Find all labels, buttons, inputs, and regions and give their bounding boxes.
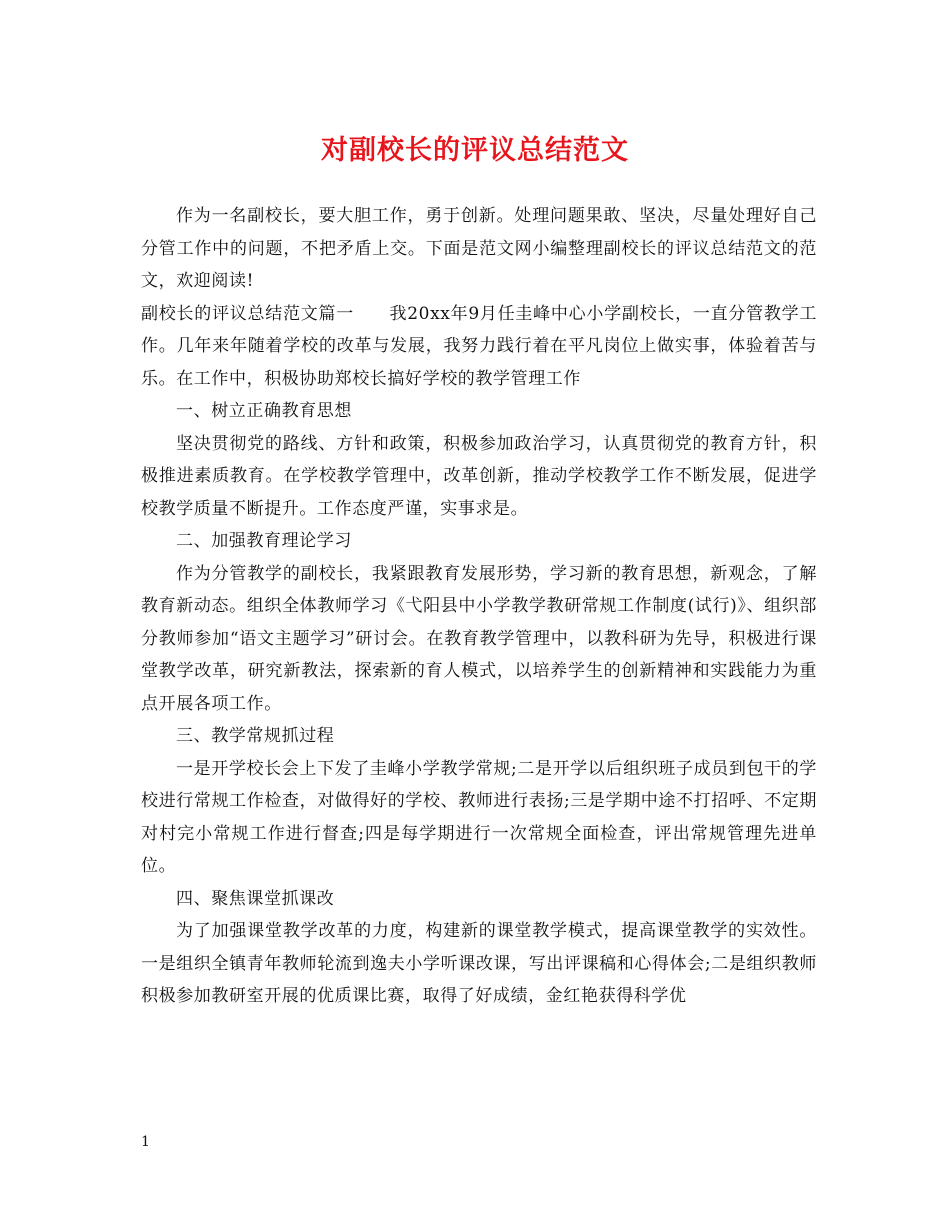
section-intro-paragraph: 副校长的评议总结范文篇一 我20xx年9月任圭峰中心小学副校长，一直分管教学工作。几年来年随着学校的改革与发展，我努力践行着在平凡岗位上做实事，体验着苦与乐。在工作中，积极协助郑校长搞好学校的教学管理工作: [141, 303, 817, 389]
document-title: 对副校长的评议总结范文: [321, 135, 629, 166]
document-body: [141, 200, 817, 1013]
paragraph-one: 坚决贯彻党的路线、方针和政策，积极参加政治学习，认真贯彻党的教育方针，积极推进素质教育。在学校教学管理中，改革创新，推动学校教学工作不断发展，促进学校教学质量不断提升。工作态度严谨，实事求是。: [141, 433, 817, 519]
heading-four: 四、聚焦课堂抓课改: [176, 888, 335, 909]
paragraph-four: 为了加强课堂教学改革的力度，构建新的课堂教学模式，提高课堂教学的实效性。一是组织全镇青年教师轮流到逸夫小学听课改课，写出评课稿和心得体会;二是组织教师积极参加教研室开展的优质课比赛，取得了好成绩，金红艳获得科学优: [141, 921, 817, 1006]
heading-one: 一、树立正确教育思想: [176, 401, 352, 421]
intro-paragraph: 作为一名副校长，要大胆工作，勇于创新。处理问题果敢、坚决，尽量处理好自己分管工作中的问题，不把矛盾上交。下面是范文网小编整理副校长的评议总结范文的范文，欢迎阅读!: [141, 206, 817, 291]
paragraph-two: 作为分管教学的副校长，我紧跟教育发展形势，学习新的教育思想，新观念，了解教育新动态。组织全体教师学习《弋阳县中小学教学教研常规工作制度(试行)》、组织部分教师参加“语文主题学习”研讨会。在教育教学管理中，以教科研为先导，积极进行课堂教学改革，研究新教法，探索新的育人模式，以培养学生的创新精神和实践能力为重点开展各项工作。: [141, 563, 817, 714]
heading-two: 二、加强教育理论学习: [176, 531, 352, 551]
page-number: 1: [141, 1134, 150, 1150]
heading-three: 三、教学常规抓过程: [176, 726, 335, 746]
paragraph-three: 一是开学校长会上下发了圭峰小学教学常规;二是开学以后组织班子成员到包干的学校进行常规工作检查，对做得好的学校、教师进行表扬;三是学期中途不打招呼、不定期对村完小常规工作进行督查;四是每学期进行一次常规全面检查，评出常规管理先进单位。: [141, 758, 817, 876]
